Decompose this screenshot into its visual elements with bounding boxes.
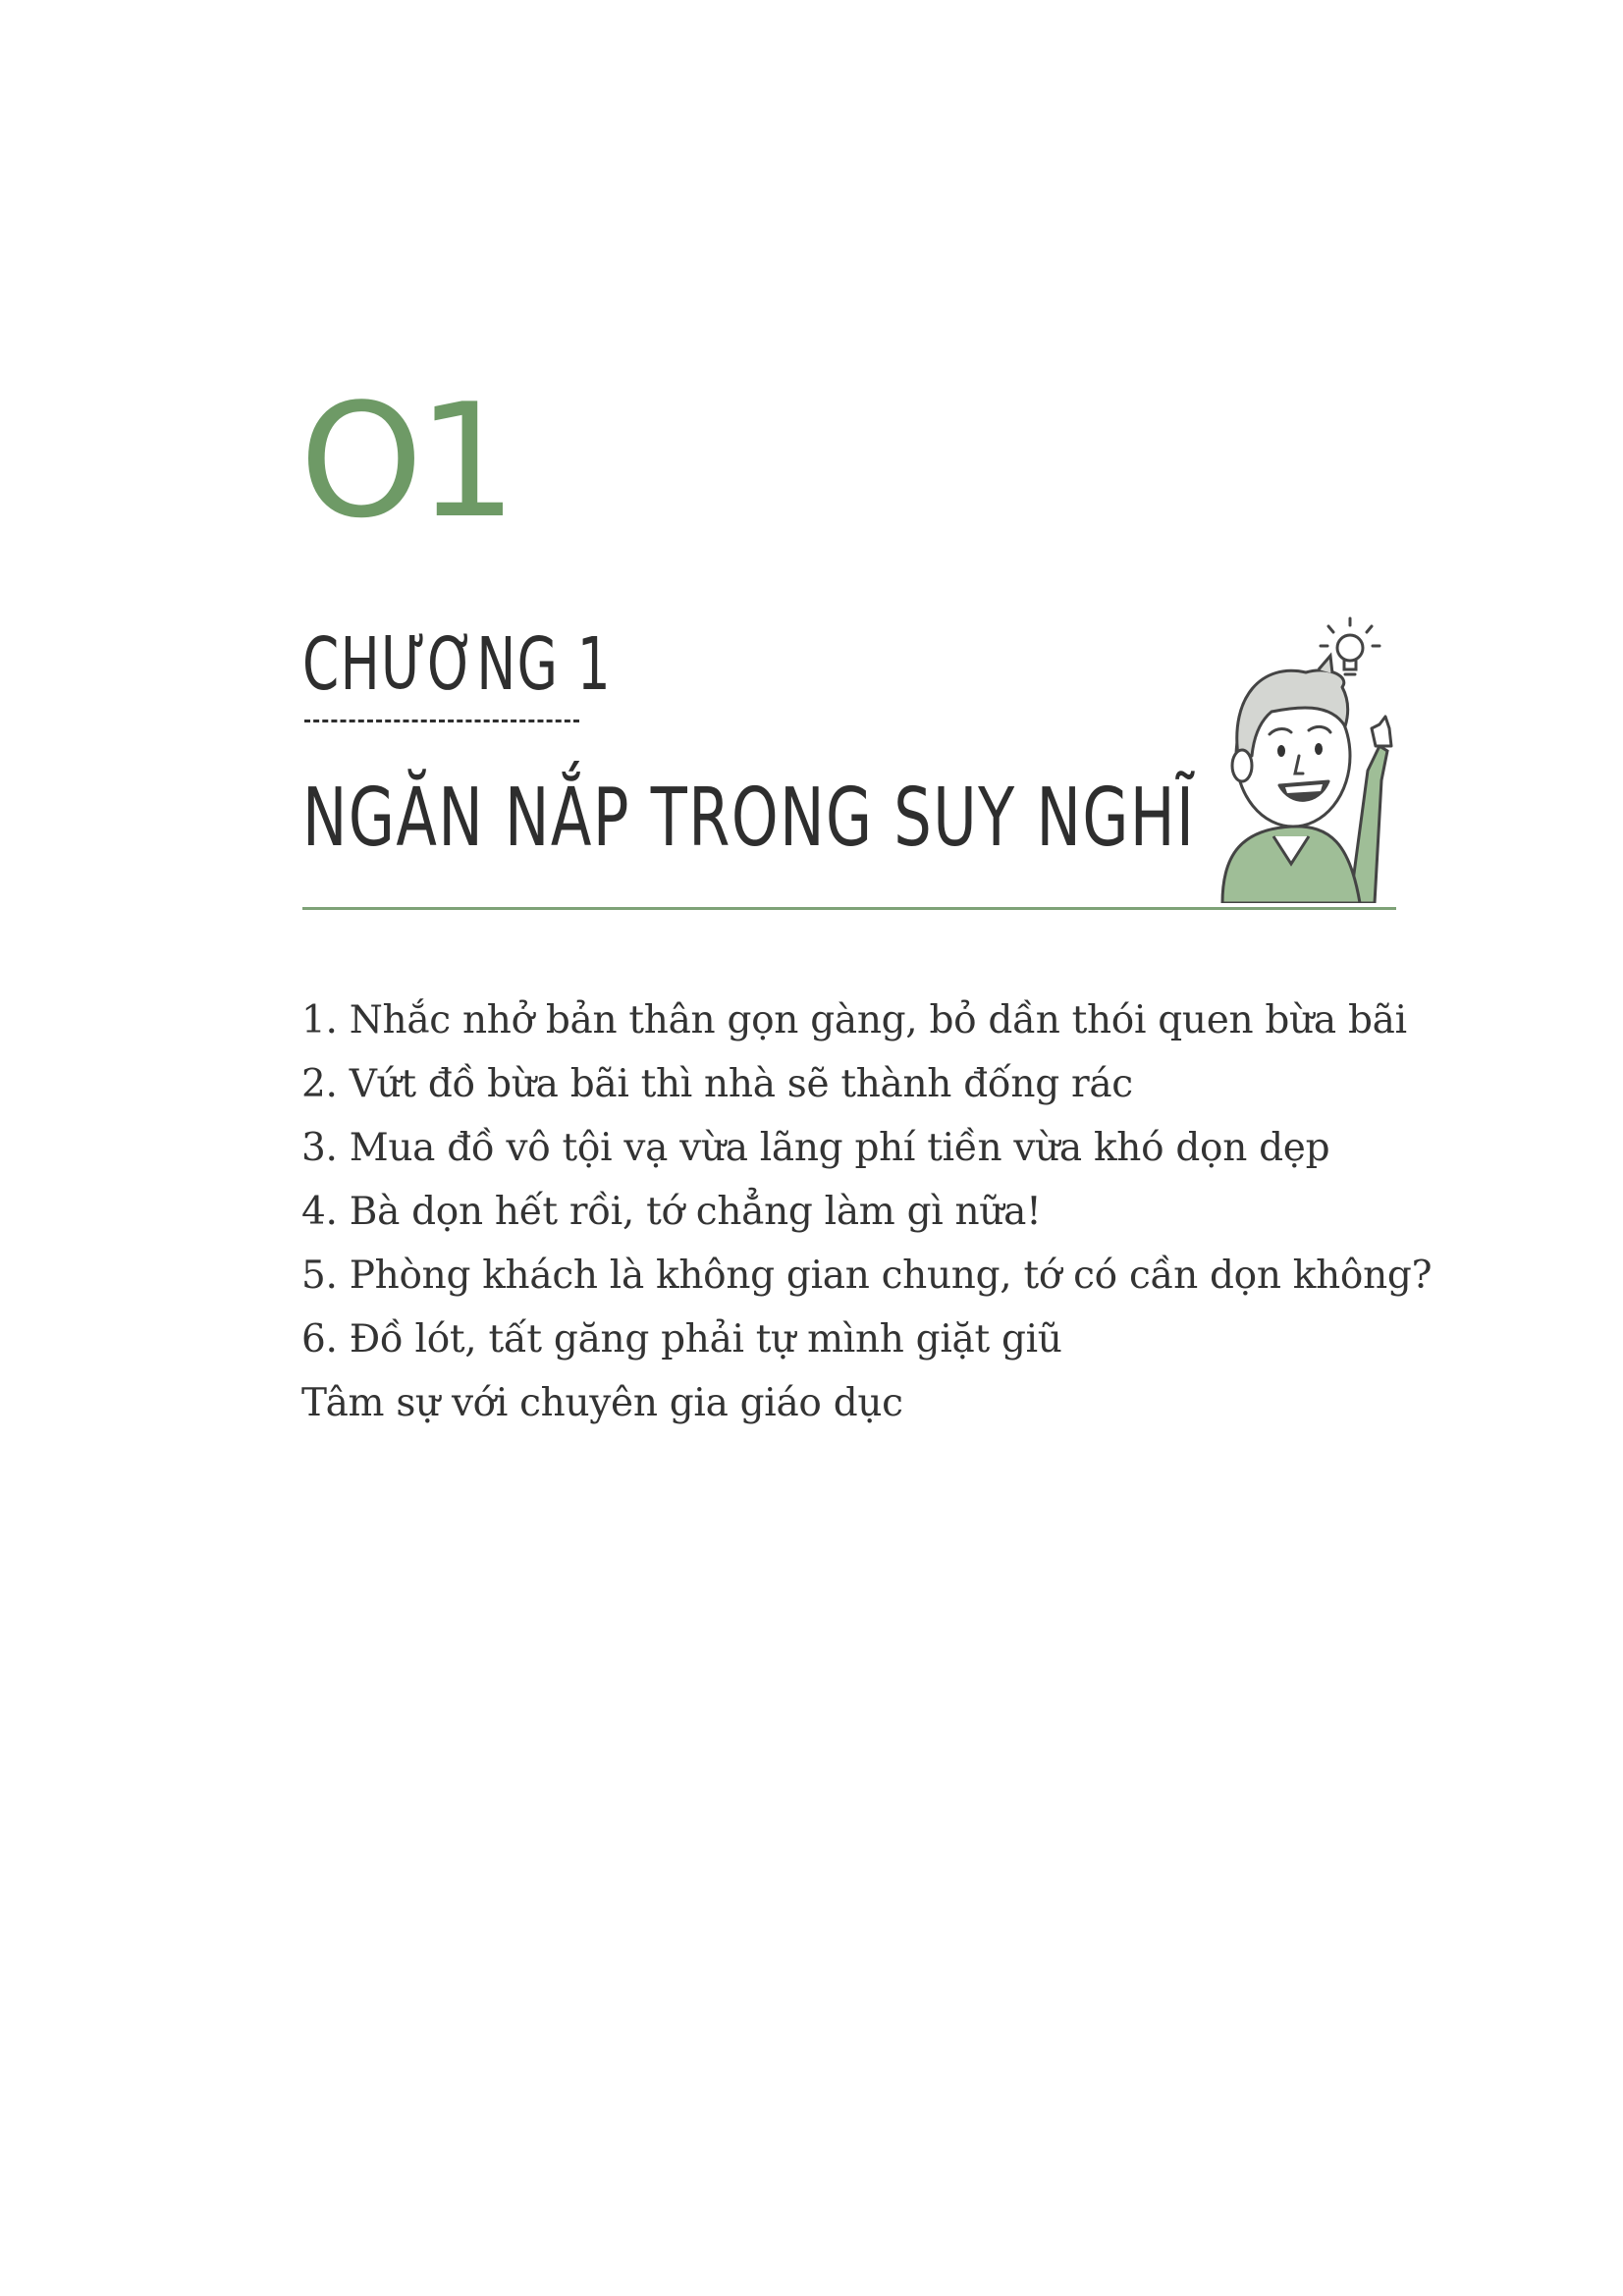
table-of-contents <box>301 988 1432 1435</box>
chapter-number: O1 <box>299 369 512 553</box>
toc-item: 2. Vứt đồ bừa bãi thì nhà sẽ thành đống rác <box>301 1062 1133 1106</box>
title-divider <box>302 907 1396 910</box>
chapter-label-underline <box>304 720 579 722</box>
toc-item: 3. Mua đồ vô tội vạ vừa lãng phí tiền vừa khó dọn dẹp <box>301 1126 1330 1170</box>
toc-item: 4. Bà dọn hết rồi, tớ chẳng làm gì nữa! <box>301 1190 1042 1234</box>
chapter-title: NGĂN NẮP TRONG SUY NGHĨ <box>302 772 1196 865</box>
toc-item: 5. Phòng khách là không gian chung, tớ có cần dọn không? <box>301 1254 1433 1298</box>
toc-item: 1. Nhắc nhở bản thân gọn gàng, bỏ dần thói quen bừa bãi <box>301 998 1407 1042</box>
toc-item: 6. Đồ lót, tất găng phải tự mình giặt giũ <box>301 1317 1062 1362</box>
boy-with-lightbulb-idea-icon <box>1203 609 1409 903</box>
toc-item: Tâm sự với chuyên gia giáo dục <box>301 1381 903 1425</box>
chapter-label: CHƯƠNG 1 <box>302 622 613 707</box>
